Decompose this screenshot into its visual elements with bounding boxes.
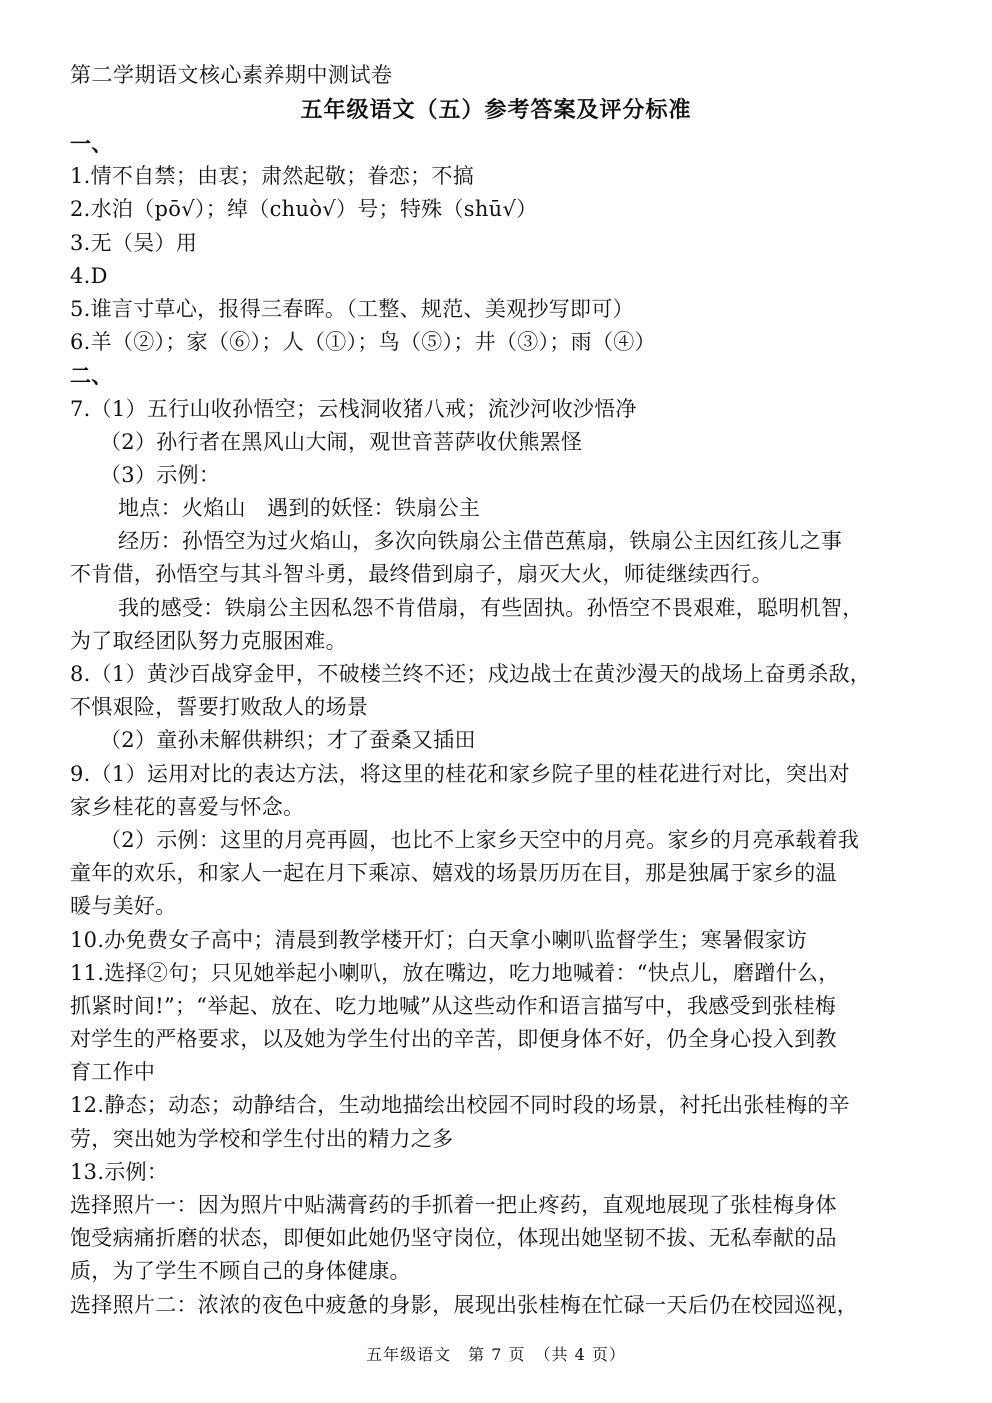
answer-line: 2.水泊（pō√）；绰（chuò√）号；特殊（shū√） — [70, 197, 538, 222]
answer-line: 选择照片二：浓浓的夜色中疲惫的身影，展现出张桂梅在忙碌一天后仍在校园巡视， — [70, 1292, 859, 1317]
answer-line: 3.无（吴）用 — [70, 230, 198, 255]
section-two-heading: 二、 — [70, 363, 113, 389]
answer-line: 8.（1）黄沙百战穿金甲，不破楼兰终不还；戍边战士在黄沙漫天的战场上奋勇杀敌， — [70, 662, 872, 686]
answer-line: 为了取经团队努力克服困难。 — [70, 628, 347, 653]
page-footer: 五年级语文 第 7 页 （共 4 页） — [366, 1345, 626, 1364]
answer-line: 不惧艰险，誓要打败敌人的场景 — [70, 695, 369, 720]
answer-line: 质，为了学生不顾自己的身体健康。 — [70, 1259, 411, 1284]
answer-line: 劳，突出她为学校和学生付出的精力之多 — [70, 1126, 454, 1151]
answer-line: 9.（1）运用对比的表达方法，将这里的桂花和家乡院子里的桂花进行对比，突出对 — [70, 761, 850, 786]
exam-header: 第二学期语文核心素养期中测试卷 — [70, 63, 393, 87]
answer-line: 11.选择②句；只见她举起小喇叭，放在嘴边，吃力地喊着：“快点儿，磨蹭什么， — [70, 960, 840, 985]
page-title: 五年级语文（五）参考答案及评分标准 — [300, 97, 692, 123]
answer-line: 暖与美好。 — [70, 894, 177, 919]
answer-line: 地点：火焰山 遇到的妖怪：铁扇公主 — [118, 496, 481, 521]
answer-line: 13.示例： — [70, 1159, 169, 1184]
answer-line: （2）孙行者在黑风山大闹，观世音菩萨收伏熊罴怪 — [100, 429, 583, 454]
answer-line: 我的感受：铁扇公主因私怨不肯借扇，有些固执。孙悟空不畏艰难，聪明机智， — [118, 595, 864, 620]
answer-content — [70, 127, 922, 1322]
answer-line: 抓紧时间!”；“举起、放在、吃力地喊”从这些动作和语言描写中，我感受到张桂梅 — [70, 993, 837, 1018]
answer-line: 1.情不自禁；由衷；肃然起敬；眷恋；不搞 — [70, 164, 475, 189]
answer-line: （2）示例：这里的月亮再圆，也比不上家乡天空中的月亮。家乡的月亮承载着我 — [100, 827, 860, 852]
answer-line: 育工作中 — [70, 1060, 156, 1085]
answer-line: 不肯借，孙悟空与其斗智斗勇，最终借到扇子，扇灭大火，师徒继续西行。 — [70, 562, 773, 587]
answer-line: 7.（1）五行山收孙悟空；云栈洞收猪八戒；流沙河收沙悟净 — [70, 396, 637, 421]
section-one-heading: 一、 — [70, 131, 113, 156]
answer-line: 经历：孙悟空为过火焰山，多次向铁扇公主借芭蕉扇，铁扇公主因红孩儿之事 — [118, 529, 843, 554]
answer-line: 童年的欢乐，和家人一起在月下乘凉、嬉戏的场景历历在目，那是独属于家乡的温 — [70, 861, 837, 886]
answer-line: 12.静态；动态；动静结合，生动地描绘出校园不同时段的场景，衬托出张桂梅的辛 — [70, 1093, 850, 1118]
answer-line: 6.羊（②）；家（⑥）；人（①）；鸟（⑤）；井（③）；雨（④） — [70, 330, 656, 355]
answer-line: 对学生的严格要求，以及她为学生付出的辛苦，即便身体不好，仍全身心投入到教 — [70, 1027, 837, 1052]
answer-line: 饱受病痛折磨的状态，即便如此她仍坚守岗位，体现出她坚韧不拔、无私奉献的品 — [70, 1226, 837, 1251]
answer-line: 选择照片一：因为照片中贴满膏药的手抓着一把止疼药，直观地展现了张桂梅身体 — [70, 1193, 837, 1217]
answer-line: 家乡桂花的喜爱与怀念。 — [70, 794, 305, 819]
answer-line: （3）示例： — [100, 462, 221, 487]
answer-line: 5.谁言寸草心，报得三春晖。（工整、规范、美观抄写即可） — [70, 296, 634, 321]
answer-line: （2）童孙未解供耕织；才了蚕桑又插田 — [100, 728, 476, 753]
answer-line: 10.办免费女子高中；清晨到教学楼开灯；白天拿小喇叭监督学生；寒暑假家访 — [70, 927, 808, 952]
answer-line: 4.D — [70, 263, 108, 288]
